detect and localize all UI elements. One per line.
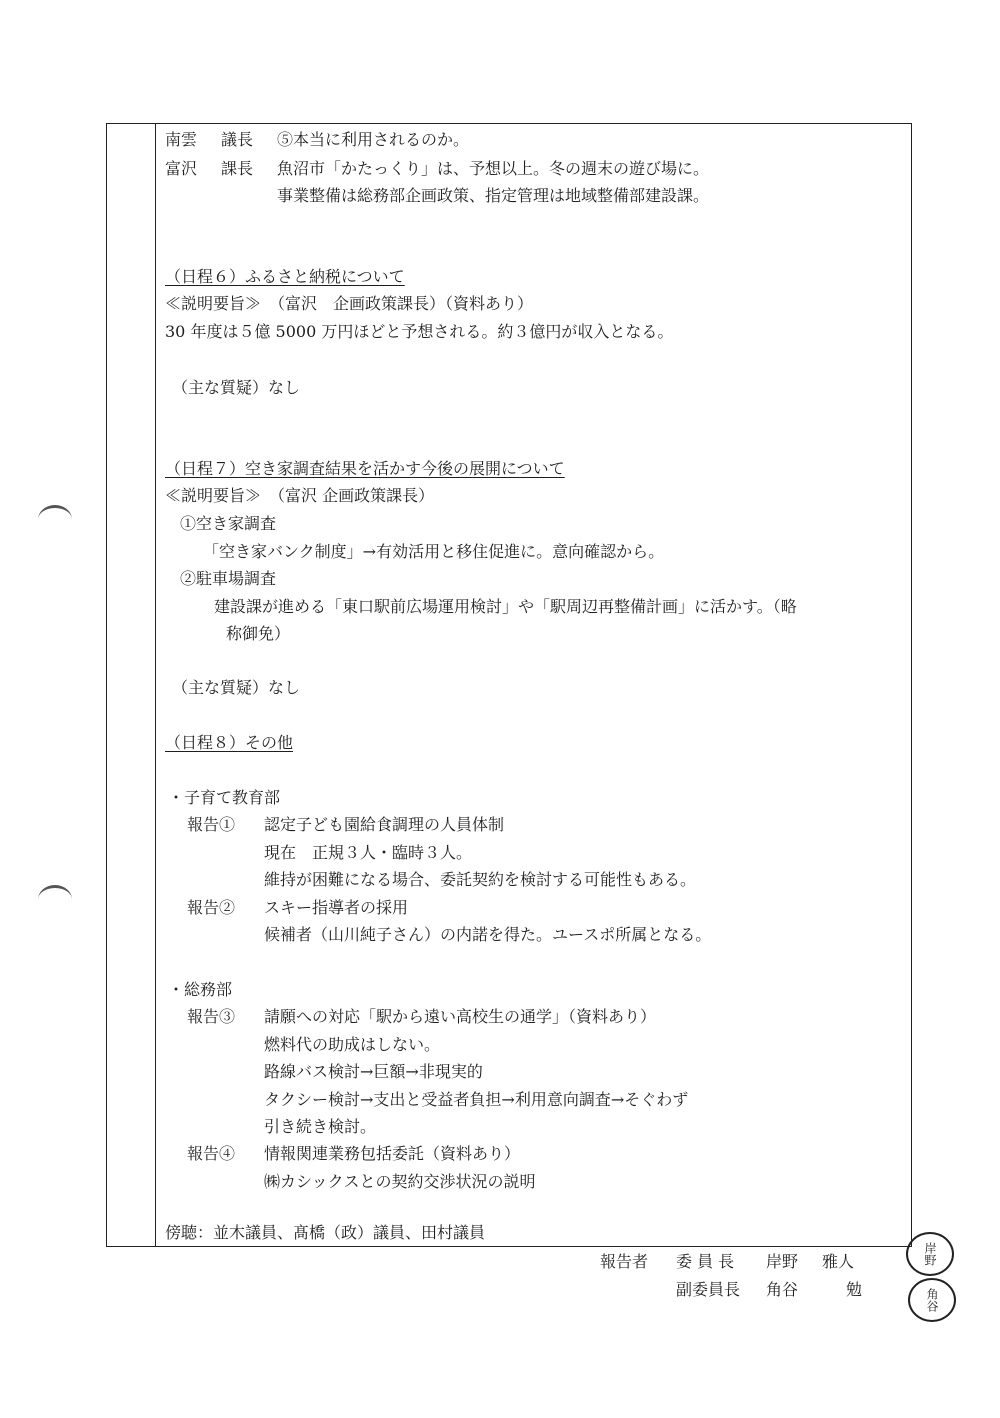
report-2-detail: 候補者（山川純子さん）の内諾を得た。ユースポ所属となる。 bbox=[264, 925, 712, 944]
observers: 傍聴：並木議員、髙橋（政）議員、田村議員 bbox=[165, 1223, 486, 1242]
report-1 bbox=[187, 815, 504, 835]
report-1-detail-a: 現在 正規３人・臨時３人。 bbox=[264, 843, 473, 862]
punch-hole-bottom bbox=[38, 885, 72, 914]
report-3-detail-b: 路線バス検討→巨額→非現実的 bbox=[264, 1062, 483, 1081]
report-title: 情報関連業務包括委託（資料あり） bbox=[264, 1144, 521, 1163]
speaker-name: 南雲 bbox=[165, 130, 198, 149]
report-label: 報告④ bbox=[187, 1144, 236, 1163]
report-3 bbox=[187, 1007, 656, 1027]
speaker-name: 富沢 bbox=[165, 159, 198, 178]
report-2 bbox=[187, 898, 408, 918]
report-title: 認定子ども園給食調理の人員体制 bbox=[264, 815, 505, 834]
item-vacant-house-detail: 「空き家バンク制度」→有効活用と移住促進に。意向確認から。 bbox=[203, 542, 665, 561]
explanation-label-7: ≪説明要旨≫ （富沢 企画政策課長） bbox=[165, 486, 435, 505]
questions-6: （主な質疑）なし bbox=[172, 378, 301, 397]
speaker-text: ⑤本当に利用されるのか。 bbox=[277, 130, 470, 149]
heading-agenda-8: （日程８）その他 bbox=[165, 733, 294, 752]
report-4-detail: ㈱カシックスとの契約交渉状況の説明 bbox=[264, 1172, 536, 1191]
seal-text: 角谷 bbox=[925, 1288, 939, 1312]
line-chair-question bbox=[165, 130, 469, 150]
dept-childcare-education: ・子育て教育部 bbox=[168, 788, 281, 807]
seal-stamp-kishino bbox=[906, 1232, 954, 1276]
speaker-role: 課長 bbox=[221, 159, 254, 178]
vice-given-name: 勉 bbox=[846, 1280, 863, 1299]
reporter-given-name: 雅人 bbox=[822, 1252, 855, 1271]
report-1-detail-b: 維持が困難になる場合、委託契約を検討する可能性もある。 bbox=[264, 870, 697, 889]
report-3-detail-c: タクシー検討→支出と受益者負担→利用意向調査→そぐわず bbox=[264, 1090, 689, 1109]
heading-agenda-7: （日程７）空き家調査結果を活かす今後の展開について bbox=[165, 459, 565, 478]
report-3-detail-a: 燃料代の助成はしない。 bbox=[264, 1035, 441, 1054]
report-4 bbox=[187, 1144, 520, 1164]
punch-hole-top bbox=[38, 505, 72, 534]
signature-vice-row bbox=[676, 1280, 862, 1300]
questions-7: （主な質疑）なし bbox=[172, 678, 301, 697]
reporter-surname: 岸野 bbox=[766, 1252, 799, 1271]
item-parking-survey: ②駐車場調査 bbox=[180, 569, 277, 588]
heading-agenda-6: （日程６）ふるさと納税について bbox=[165, 267, 405, 286]
vice-surname: 角谷 bbox=[766, 1280, 799, 1299]
explanation-label-6: ≪説明要旨≫ （富沢 企画政策課長）（資料あり） bbox=[165, 294, 534, 313]
report-label: 報告② bbox=[187, 898, 236, 917]
item-parking-detail-cont: 称御免） bbox=[226, 624, 291, 643]
speaker-text: 魚沼市「かたっくり」は、予想以上。冬の週末の遊び場に。 bbox=[277, 159, 710, 178]
line-manager-answer bbox=[165, 159, 709, 179]
explanation-text-6: 30 年度は５億 5000 万円ほどと予想される。約３億円が収入となる。 bbox=[165, 322, 674, 341]
line-manager-answer-cont: 事業整備は総務部企画政策、指定管理は地域整備部建設課。 bbox=[277, 186, 710, 205]
vice-role: 副委員長 bbox=[676, 1280, 741, 1299]
report-label: 報告① bbox=[187, 815, 236, 834]
reporter-role: 委 員 長 bbox=[676, 1252, 735, 1271]
seal-stamp-kadoya bbox=[908, 1278, 956, 1322]
left-column-divider bbox=[155, 124, 156, 1246]
item-parking-detail: 建設課が進める「東口駅前広場運用検討」や「駅周辺再整備計画」に活かす。（略 bbox=[214, 597, 797, 616]
report-label: 報告③ bbox=[187, 1007, 236, 1026]
report-title: スキー指導者の採用 bbox=[264, 898, 409, 917]
report-3-detail-d: 引き続き検討。 bbox=[264, 1117, 377, 1136]
seal-text: 岸野 bbox=[923, 1242, 937, 1266]
speaker-role: 議長 bbox=[221, 130, 254, 149]
signature-reporter-row bbox=[600, 1252, 854, 1272]
dept-general-affairs: ・総務部 bbox=[168, 980, 233, 999]
item-vacant-house-survey: ①空き家調査 bbox=[180, 514, 277, 533]
report-title: 請願への対応「駅から遠い高校生の通学」（資料あり） bbox=[264, 1007, 657, 1026]
reporter-label: 報告者 bbox=[600, 1252, 649, 1271]
